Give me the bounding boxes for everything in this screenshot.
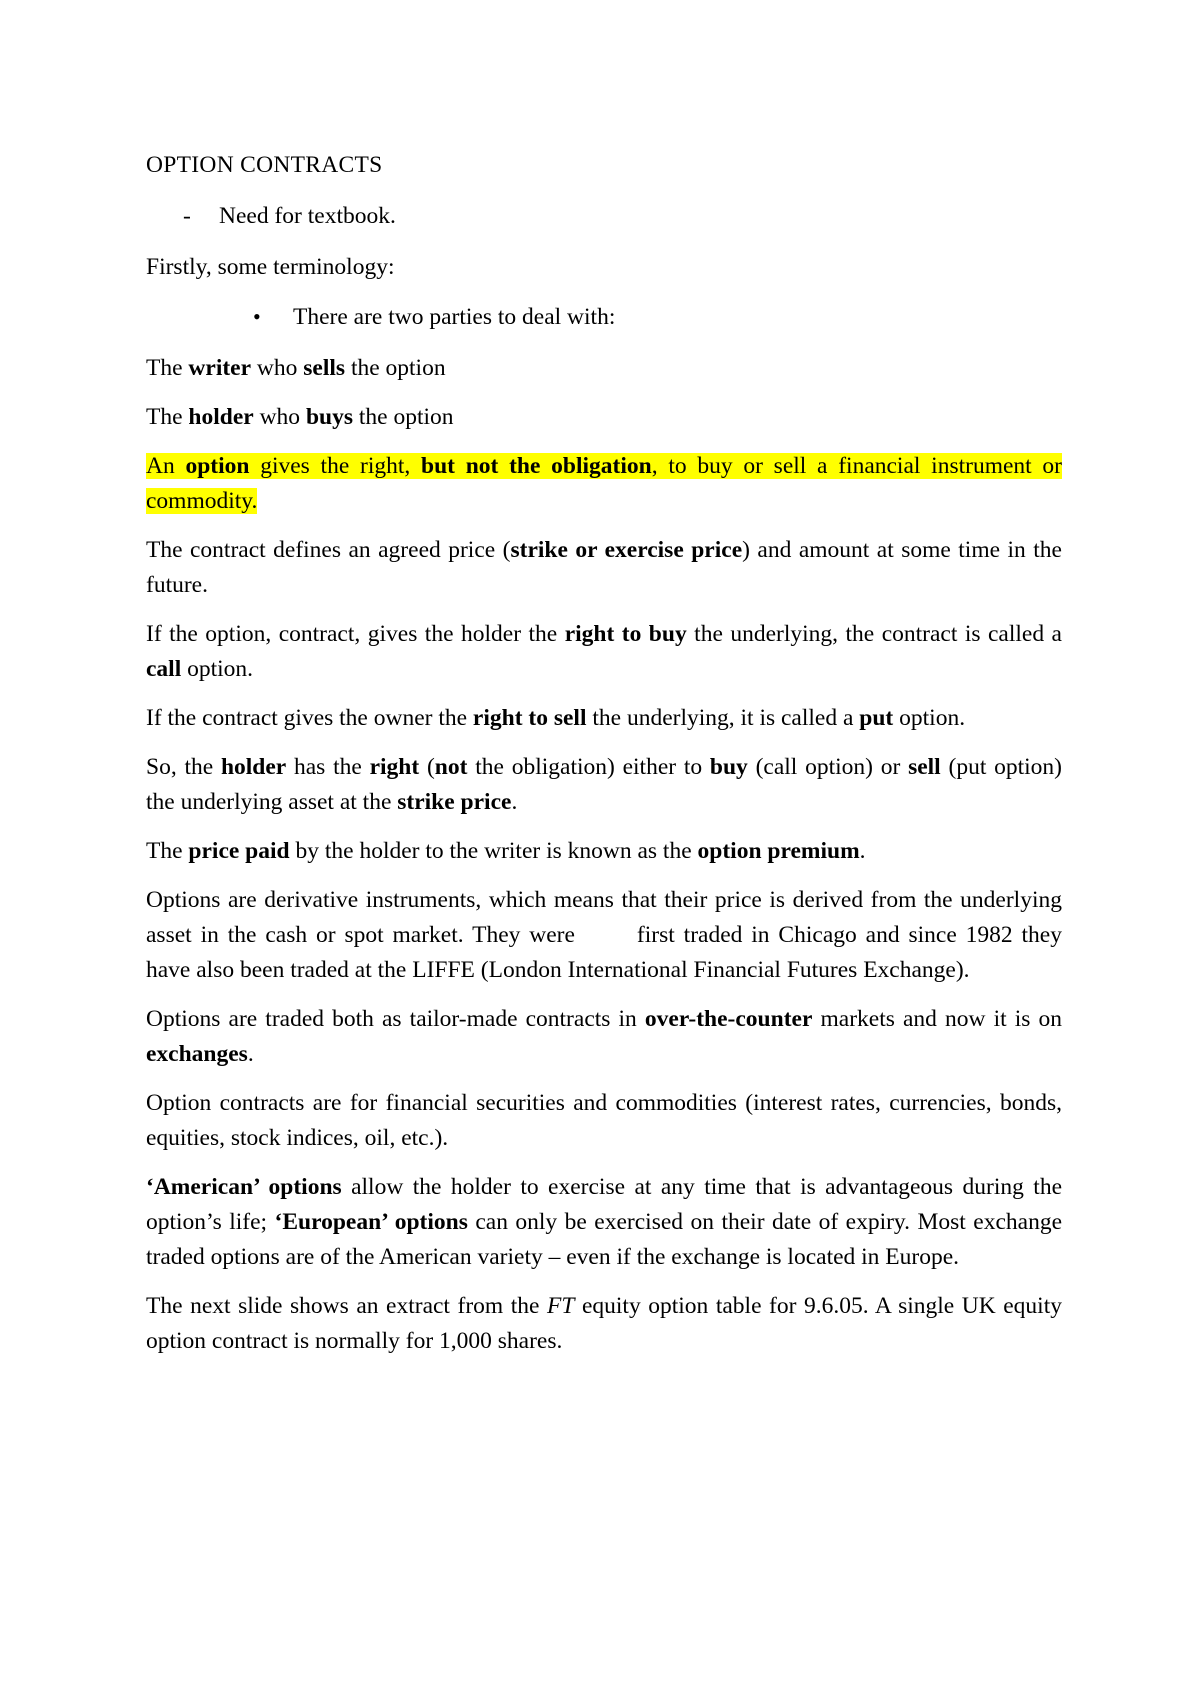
writer-term: writer — [188, 355, 252, 381]
summary-paragraph: So, the holder has the right (not the obligation) either to buy (call option) or sell (put option) the underlying asset at the strike price. — [146, 754, 1062, 815]
holder-line: The holder who buys the option — [146, 404, 454, 430]
sells-term: sells — [303, 355, 346, 381]
put-option-paragraph: If the contract gives the owner the right to sell the underlying, it is called a put option. — [146, 705, 966, 731]
bullet-list-item — [253, 299, 1062, 335]
dash-item-text: Need for textbook. — [219, 203, 396, 229]
document-body — [146, 148, 1062, 1373]
premium-paragraph: The price paid by the holder to the writer is known as the option premium. — [146, 838, 866, 864]
bullet-item-text: There are two parties to deal with: — [293, 304, 616, 330]
otc-paragraph: Options are traded both as tailor-made contracts in over-the-counter markets and now it is on exchanges. — [146, 1006, 1062, 1067]
highlight-span: An option gives the right, but not the obligation, to buy or sell a financial instrument or commodity. — [146, 453, 1062, 514]
next-slide-paragraph: The next slide shows an extract from the FT equity option table for 9.6.05. A single UK equity option contract is normally for 1,000 shares. — [146, 1293, 1062, 1354]
strike-price-paragraph: The contract defines an agreed price (strike or exercise price) and amount at some time in the future. — [146, 537, 1062, 598]
intro-paragraph: Firstly, some terminology: — [146, 254, 395, 280]
page-title: OPTION CONTRACTS — [146, 152, 383, 178]
dash-list-item — [183, 199, 1062, 234]
derivative-paragraph: Options are derivative instruments, which means that their price is derived from the underlying asset in the cash or spot market. They were first traded in Chicago and since 1982 they have also been traded at the LIFFE (London International Financial Futures Exchange). — [146, 887, 1062, 983]
writer-line: The writer who sells the option — [146, 355, 446, 381]
dash-marker: - — [183, 203, 191, 229]
holder-term: holder — [188, 404, 254, 430]
call-option-paragraph: If the option, contract, gives the holder the right to buy the underlying, the contract is called a call option. — [146, 621, 1062, 682]
option-definition-highlighted — [146, 449, 1062, 519]
contracts-paragraph: Option contracts are for financial securities and commodities (interest rates, currencies, bonds, equities, stock indices, oil, etc.). — [146, 1090, 1062, 1151]
buys-term: buys — [305, 404, 353, 430]
bullet-icon: • — [253, 304, 261, 329]
american-european-paragraph: ‘American’ options allow the holder to exercise at any time that is advantageous during the option’s life; ‘European’ options can only be exercised on their date of expiry. Most exchange traded options are of the American variety – even if the exchange is located in Europe. — [146, 1174, 1063, 1270]
